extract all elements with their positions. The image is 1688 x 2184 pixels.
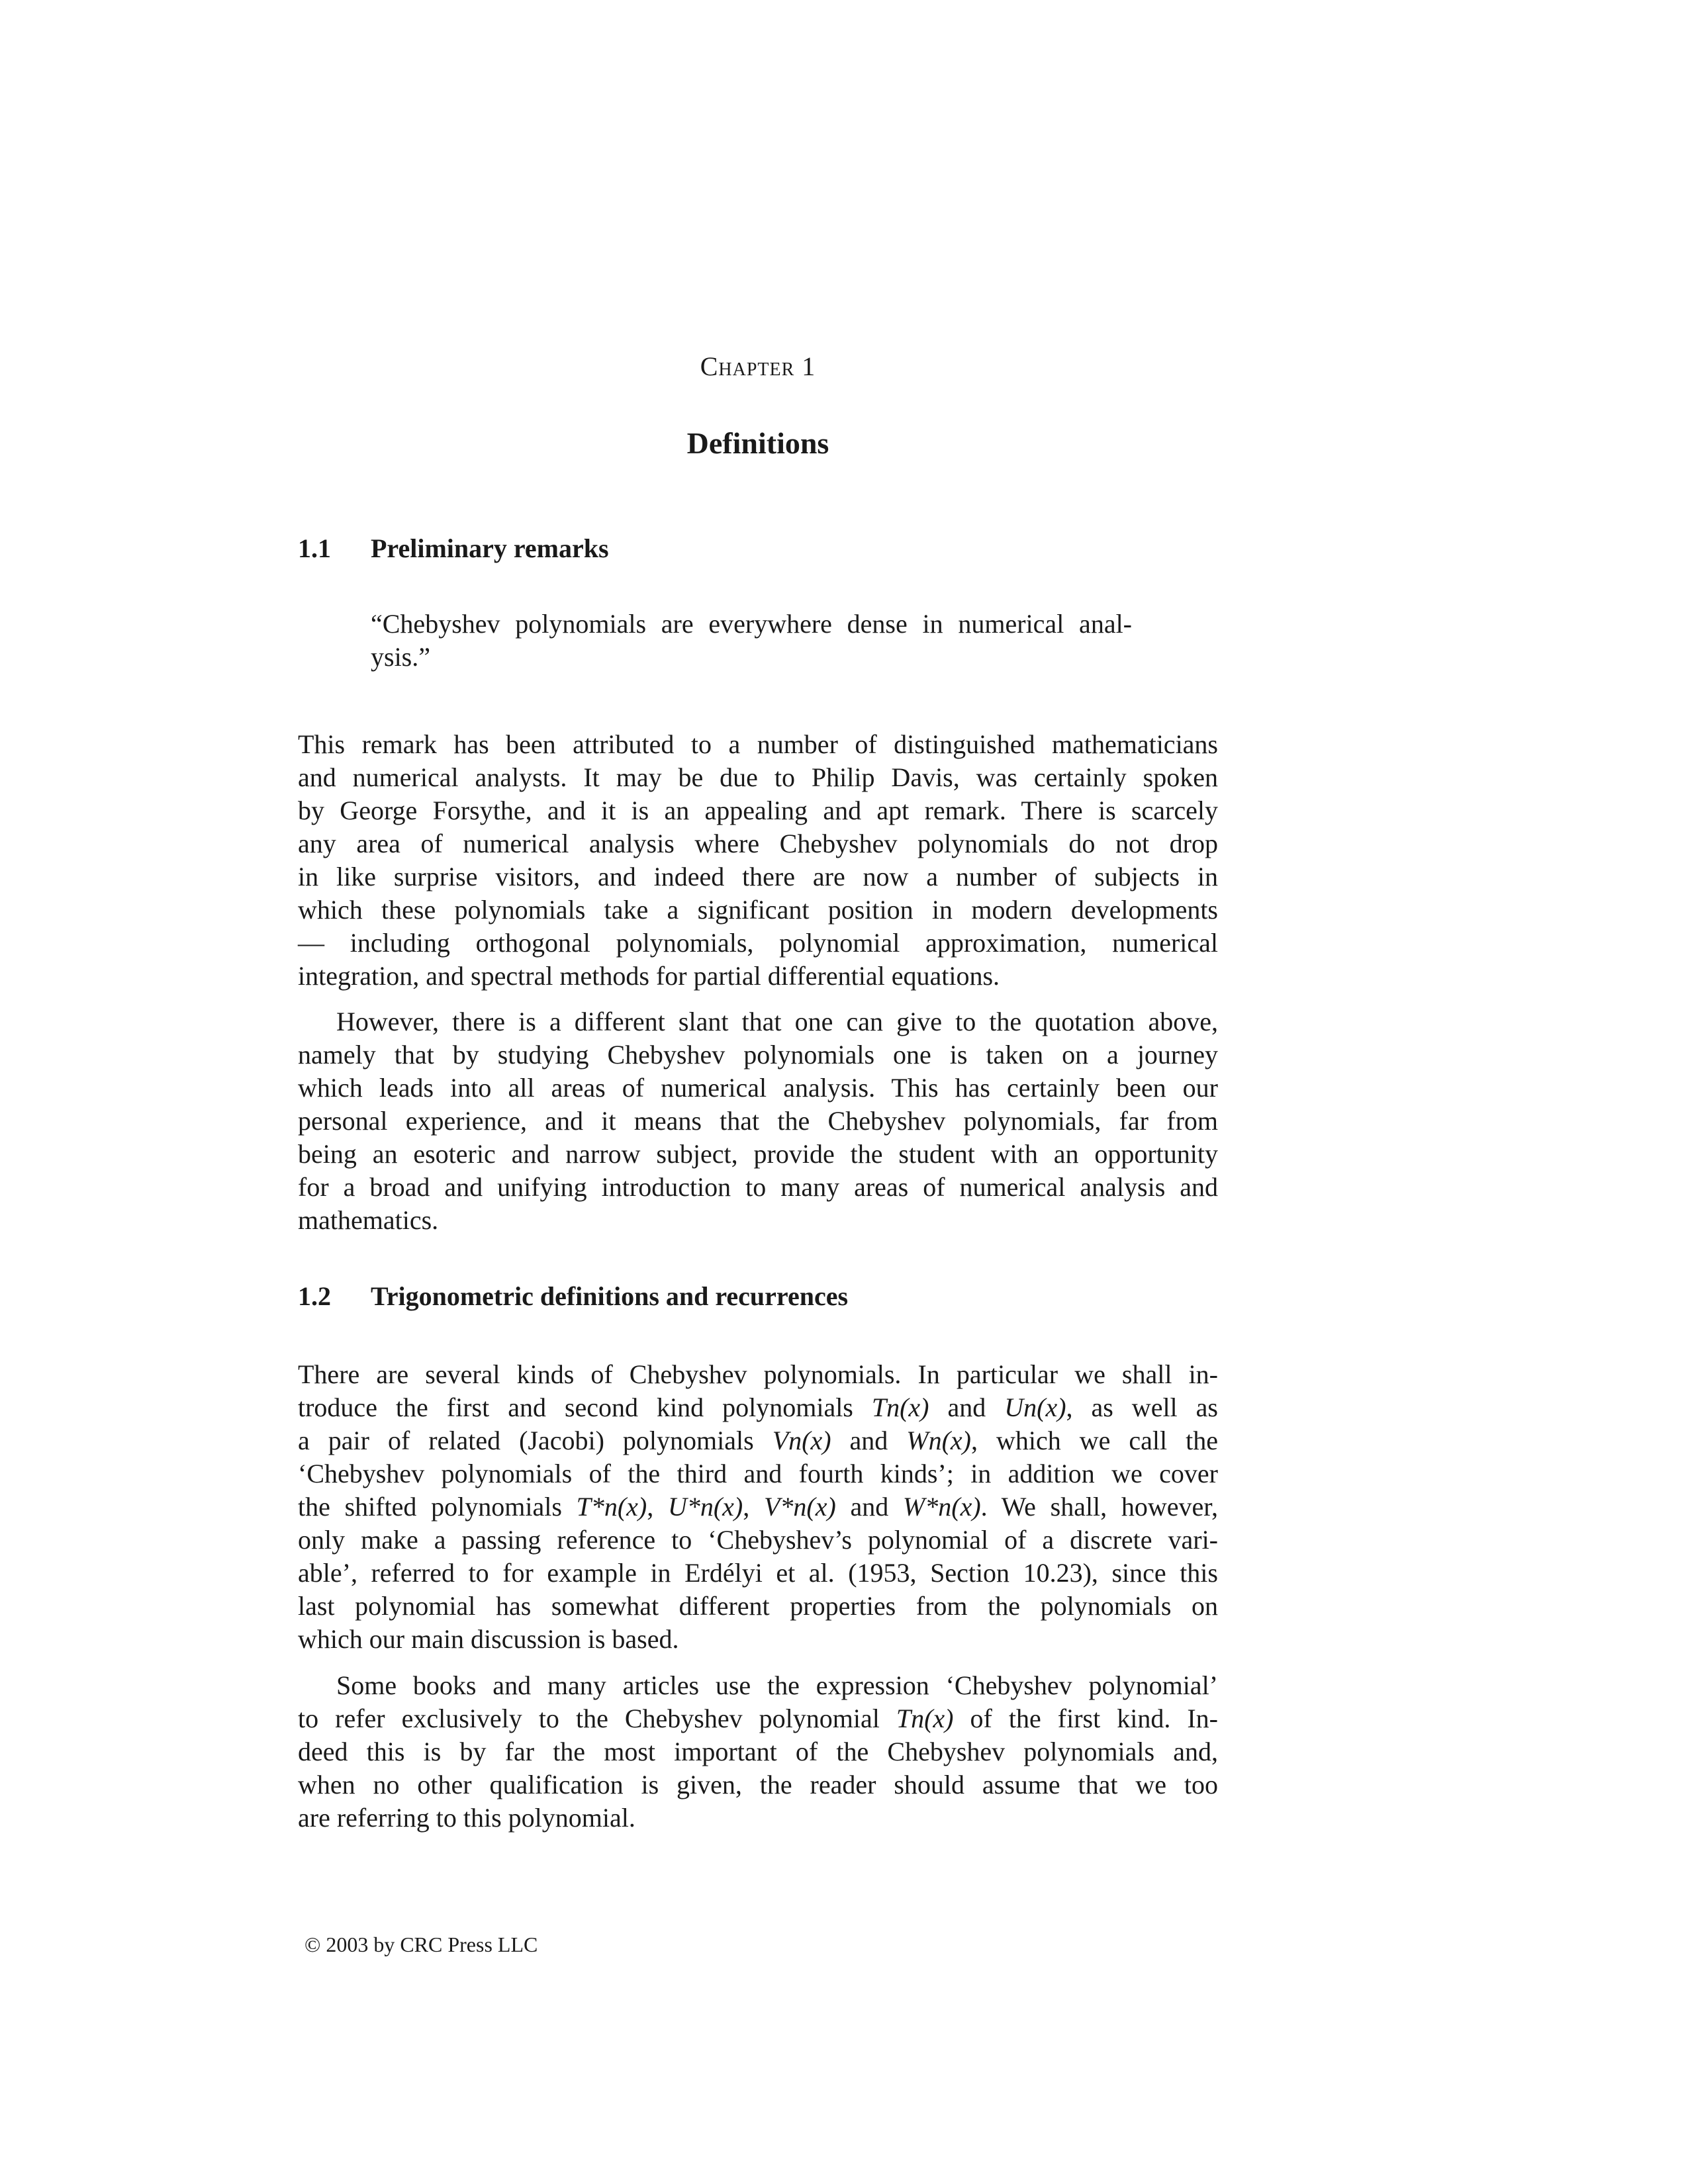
- text-line: being an esoteric and narrow subject, provide the student with an opportunity: [298, 1139, 1218, 1169]
- math-Tn: Tn(x): [871, 1392, 929, 1422]
- text-line: integration, and spectral methods for partial differential equations.: [298, 961, 1000, 991]
- text-line: This remark has been attributed to a number of distinguished mathematicians: [298, 729, 1218, 759]
- text-line: in like surprise visitors, and indeed there are now a number of subjects in: [298, 862, 1218, 891]
- math-Wn: Wn(x): [906, 1426, 971, 1455]
- text-line: namely that by studying Chebyshev polynomials one is taken on a journey: [298, 1040, 1218, 1069]
- text-line: last polynomial has somewhat different properties from the polynomials on: [298, 1591, 1218, 1621]
- text-line: able’, referred to for example in Erdélyi et al. (1953, Section 10.23), since this: [298, 1558, 1218, 1588]
- text-line: which our main discussion is based.: [298, 1624, 679, 1654]
- math-Vn: Vn(x): [772, 1426, 831, 1455]
- text-line: personal experience, and it means that the Chebyshev polynomials, far from: [298, 1106, 1218, 1136]
- chapter-title: Definitions: [686, 426, 829, 460]
- text-line: mathematics.: [298, 1205, 439, 1235]
- text-line: However, there is a different slant that one can give to the quotation above,: [336, 1007, 1218, 1036]
- section-heading-1-1: [298, 533, 609, 564]
- quote-line: “Chebyshev polynomials are everywhere dense in numerical anal-: [371, 609, 1132, 639]
- text-line: the shifted polynomials T*n(x), U*n(x), V*n(x) and W*n(x). We shall, however,: [298, 1492, 1218, 1522]
- paragraph-remark: [298, 728, 1218, 993]
- text-line: when no other qualification is given, the reader should assume that we too: [298, 1770, 1218, 1799]
- copyright-footer: © 2003 by CRC Press LLC: [305, 1933, 538, 1956]
- math-Tn-star: T*n(x): [576, 1492, 647, 1522]
- text-line: — including orthogonal polynomials, polynomial approximation, numerical: [298, 928, 1218, 958]
- text-line: and numerical analysts. It may be due to Philip Davis, was certainly spoken: [298, 762, 1218, 792]
- epigraph-quote: [371, 608, 1132, 674]
- math-Un-star: U*n(x): [667, 1492, 743, 1522]
- section-title: Preliminary remarks: [371, 533, 609, 563]
- section-title: Trigonometric definitions and recurrences: [371, 1281, 849, 1311]
- math-Wn-star: W*n(x): [902, 1492, 981, 1522]
- chapter-label: Chapter 1: [700, 351, 816, 381]
- text-line: troduce the first and second kind polynomials Tn(x) and Un(x), as well as: [298, 1392, 1218, 1422]
- math-Tn: Tn(x): [896, 1704, 954, 1733]
- text-line: by George Forsythe, and it is an appealing and apt remark. There is scarcely: [298, 796, 1218, 825]
- text-line: deed this is by far the most important of the Chebyshev polynomials and,: [298, 1737, 1218, 1766]
- text-line: There are several kinds of Chebyshev polynomials. In particular we shall in-: [298, 1359, 1218, 1389]
- paragraph-however: [298, 1005, 1218, 1237]
- math-Vn-star: V*n(x): [763, 1492, 836, 1522]
- paragraph-kinds: [298, 1358, 1218, 1656]
- text-line: are referring to this polynomial.: [298, 1803, 635, 1833]
- text-line: which leads into all areas of numerical analysis. This has certainly been our: [298, 1073, 1218, 1103]
- text-line: only make a passing reference to ‘Chebyshev’s polynomial of a discrete vari-: [298, 1525, 1218, 1555]
- text-line: which these polynomials take a significant position in modern developments: [298, 895, 1218, 925]
- text-line: to refer exclusively to the Chebyshev polynomial Tn(x) of the first kind. In-: [298, 1704, 1218, 1733]
- section-heading-1-2: [298, 1281, 848, 1312]
- section-number: 1.1: [298, 533, 331, 563]
- text-line: any area of numerical analysis where Chebyshev polynomials do not drop: [298, 829, 1218, 858]
- math-Un: Un(x): [1004, 1392, 1066, 1422]
- text-line: a pair of related (Jacobi) polynomials Vn(x) and Wn(x), which we call the: [298, 1426, 1219, 1455]
- text-line: ‘Chebyshev polynomials of the third and fourth kinds’; in addition we cover: [298, 1459, 1218, 1488]
- text-line: for a broad and unifying introduction to many areas of numerical analysis and: [298, 1172, 1218, 1202]
- section-number: 1.2: [298, 1281, 331, 1311]
- paragraph-some-books: [298, 1669, 1218, 1835]
- quote-line: ysis.”: [371, 642, 430, 672]
- text-line: Some books and many articles use the expression ‘Chebyshev polynomial’: [336, 1670, 1218, 1700]
